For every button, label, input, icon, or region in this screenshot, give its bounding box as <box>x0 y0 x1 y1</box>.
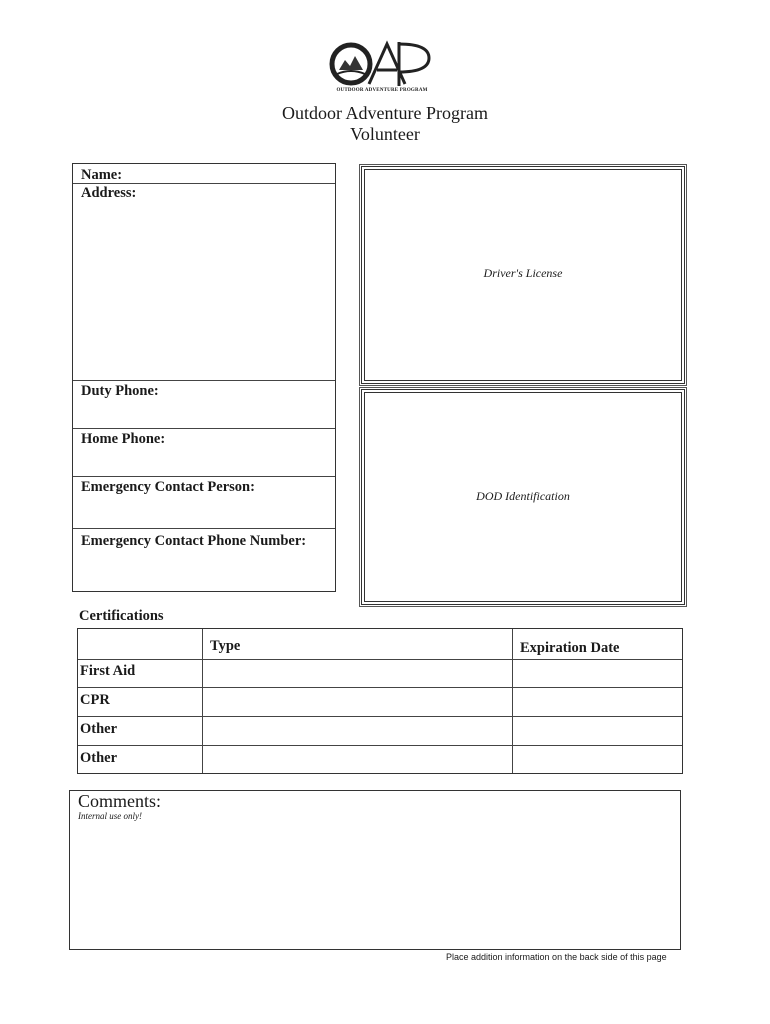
divider <box>73 380 335 381</box>
logo-caption: OUTDOOR ADVENTURE PROGRAM <box>336 88 428 93</box>
form-subtitle: Volunteer <box>350 124 420 144</box>
divider <box>73 428 335 429</box>
certifications-table <box>77 628 683 774</box>
column-header-type: Type <box>210 638 241 654</box>
divider <box>73 476 335 477</box>
comments-box <box>69 790 681 950</box>
address-label: Address: <box>81 185 137 201</box>
drivers-license-label: Driver's License <box>483 266 563 280</box>
row-divider <box>78 687 682 688</box>
personal-info-box <box>72 163 336 592</box>
drivers-license-box <box>361 166 685 384</box>
footer-note: Place addition information on the back side of this page <box>446 952 667 962</box>
row-label-cpr: CPR <box>80 692 110 708</box>
emergency-phone-label: Emergency Contact Phone Number: <box>81 533 307 549</box>
comments-label: Comments: <box>78 791 162 811</box>
divider <box>73 528 335 529</box>
column-divider <box>202 629 203 773</box>
row-label-first-aid: First Aid <box>80 663 136 679</box>
certifications-heading: Certifications <box>79 608 164 624</box>
dod-id-label: DOD Identification <box>476 489 570 503</box>
column-header-expiration: Expiration Date <box>520 640 620 656</box>
row-label-other: Other <box>80 721 118 737</box>
home-phone-label: Home Phone: <box>81 431 166 447</box>
duty-phone-label: Duty Phone: <box>81 383 159 399</box>
divider <box>73 183 335 184</box>
row-label-other: Other <box>80 750 118 766</box>
comments-note: Internal use only! <box>78 811 142 821</box>
emergency-contact-label: Emergency Contact Person: <box>81 479 255 495</box>
dod-id-box <box>361 389 685 605</box>
row-divider <box>78 659 682 660</box>
name-label: Name: <box>81 167 123 183</box>
row-divider <box>78 716 682 717</box>
column-divider <box>512 629 513 773</box>
row-divider <box>78 745 682 746</box>
form-title: Outdoor Adventure Program <box>282 103 488 123</box>
